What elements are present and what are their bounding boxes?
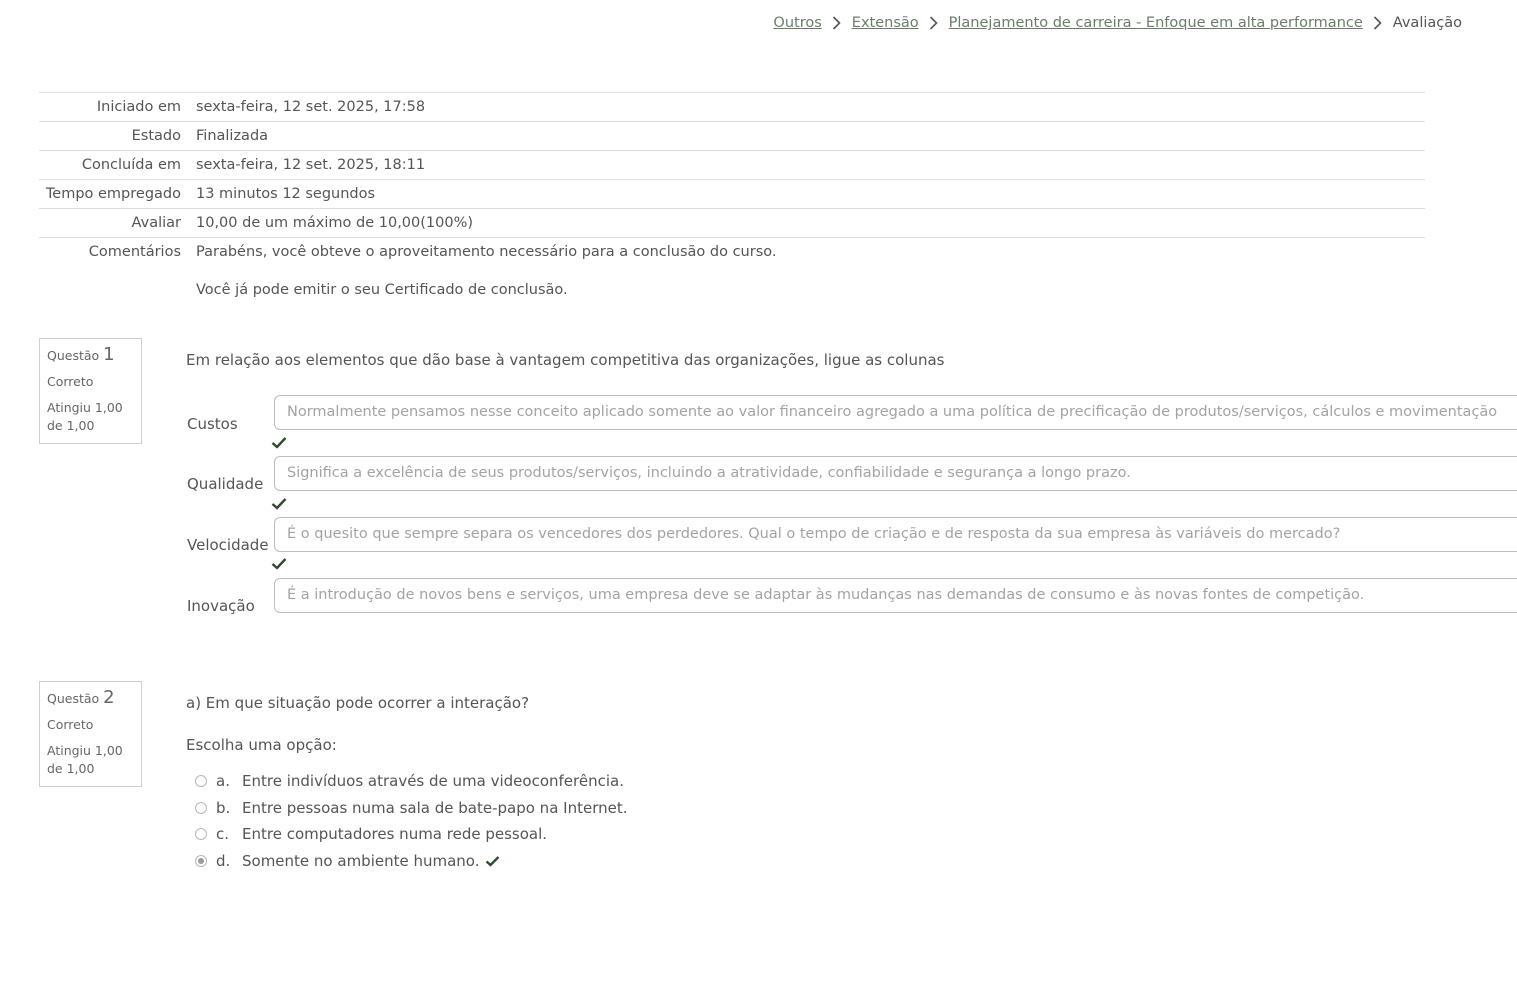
answer-option-a[interactable] [193, 768, 627, 795]
summary-row-started [39, 93, 1425, 122]
option-letter: a. [216, 772, 230, 791]
option-text: Somente no ambiente humano. [242, 851, 480, 870]
option-letter: b. [216, 798, 231, 817]
chevron-right-icon [828, 16, 846, 30]
chevron-right-icon [1369, 16, 1387, 30]
summary-row-grade [39, 209, 1425, 238]
summary-value: 13 minutos 12 segundos [196, 180, 1425, 209]
summary-row-time [39, 180, 1425, 209]
match-select-velocidade[interactable]: É o quesito que sempre separa os vencedores dos perdedores. Qual o tempo de criação e de resposta da sua empresa às variáveis do mercado? [274, 517, 1517, 552]
summary-value: sexta-feira, 12 set. 2025, 17:58 [196, 93, 1425, 122]
check-icon [271, 557, 287, 570]
match-label-custos: Custos [187, 415, 238, 433]
option-letter: d. [216, 851, 231, 870]
choose-option-prompt: Escolha uma opção: [186, 736, 337, 754]
summary-row-comments [39, 238, 1425, 305]
summary-label: Iniciado em [39, 93, 196, 122]
summary-label: Tempo empregado [39, 180, 196, 209]
radio-button[interactable] [195, 828, 207, 840]
answer-option-c[interactable] [193, 821, 627, 848]
question-grade: Atingiu 1,00 de 1,00 [47, 743, 123, 776]
question-label: Questão [47, 691, 100, 706]
question-label: Questão [47, 348, 100, 363]
radio-button-selected[interactable] [195, 855, 207, 867]
question-info-2 [39, 681, 142, 787]
answer-option-b[interactable] [193, 795, 627, 822]
option-text: Entre indivíduos através de uma videoconferência. [242, 772, 624, 791]
summary-row-completed [39, 151, 1425, 180]
comment-paragraph: Parabéns, você obteve o aproveitamento necessário para a conclusão do curso. [196, 244, 777, 260]
match-label-qualidade: Qualidade [187, 475, 264, 493]
breadcrumb-link-outros[interactable]: Outros [773, 15, 822, 31]
question-number-value: 2 [103, 687, 115, 708]
check-icon [271, 436, 287, 449]
question-status: Correto [47, 374, 94, 389]
option-text: Entre pessoas numa sala de bate-papo na Internet. [242, 798, 628, 817]
summary-value [196, 238, 1425, 305]
check-icon [271, 497, 287, 510]
question-number-value: 1 [103, 344, 115, 365]
match-label-inovacao: Inovação [187, 597, 255, 615]
answer-options [193, 768, 627, 874]
question-number [47, 346, 141, 365]
question-number [47, 689, 141, 708]
comment-paragraph: Você já pode emitir o seu Certificado de conclusão. [196, 282, 568, 298]
option-text: Entre computadores numa rede pessoal. [242, 825, 548, 844]
radio-button[interactable] [195, 775, 207, 787]
summary-label: Concluída em [39, 151, 196, 180]
breadcrumb-link-extensao[interactable]: Extensão [851, 15, 919, 31]
check-icon [485, 855, 500, 867]
question-text: Em relação aos elementos que dão base à vantagem competitiva das organizações, ligue as colunas [186, 351, 945, 369]
summary-value: 10,00 de um máximo de 10,00(100%) [196, 209, 1425, 238]
breadcrumb-link-course[interactable]: Planejamento de carreira - Enfoque em alta performance [948, 15, 1363, 31]
summary-value: Finalizada [196, 122, 1425, 151]
match-select-qualidade[interactable]: Significa a excelência de seus produtos/serviços, incluindo a atratividade, confiabilidade e segurança a longo prazo. [274, 456, 1517, 491]
match-select-custos[interactable]: Normalmente pensamos nesse conceito aplicado somente ao valor financeiro agregado a uma política de precificação de produtos/serviços, cálculos e movimentação [274, 395, 1517, 430]
breadcrumb [773, 15, 1462, 31]
summary-value: sexta-feira, 12 set. 2025, 18:11 [196, 151, 1425, 180]
question-status: Correto [47, 717, 94, 732]
summary-label: Avaliar [39, 209, 196, 238]
summary-row-state [39, 122, 1425, 151]
match-select-inovacao[interactable]: É a introdução de novos bens e serviços, uma empresa deve se adaptar às mudanças nas demandas de consumo e às novas fontes de competição. [274, 578, 1517, 613]
chevron-right-icon [925, 16, 943, 30]
breadcrumb-current: Avaliação [1392, 15, 1462, 31]
answer-option-d[interactable] [193, 848, 627, 875]
question-grade: Atingiu 1,00 de 1,00 [47, 400, 123, 433]
radio-button[interactable] [195, 802, 207, 814]
question-text: a) Em que situação pode ocorrer a interação? [186, 694, 530, 712]
summary-label: Estado [39, 122, 196, 151]
question-info-1 [39, 338, 142, 444]
match-label-velocidade: Velocidade [187, 536, 269, 554]
attempt-summary-table [39, 92, 1425, 304]
option-letter: c. [216, 825, 230, 844]
summary-label: Comentários [39, 238, 196, 305]
